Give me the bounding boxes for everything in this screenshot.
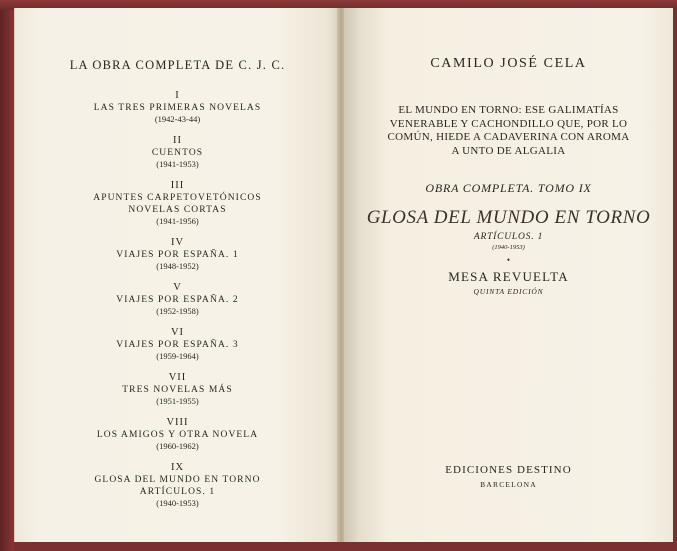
volume-entry [15, 371, 340, 407]
epigraph-line: A UNTO DE ALGALIA [451, 144, 566, 157]
epigraph [344, 104, 673, 158]
volume-entry [15, 416, 340, 452]
volume-years: (1940-1953) [156, 498, 199, 508]
volume-number: IV [170, 237, 185, 248]
book-title: GLOSA DEL MUNDO EN TORNO [366, 207, 651, 228]
volume-number: VII [168, 372, 187, 383]
book-years: (1940-1953) [492, 244, 525, 251]
volume-title: ARTÍCULOS. 1 [139, 487, 216, 497]
volume-title: NOVELAS CORTAS [128, 205, 227, 215]
volume-number: VIII [166, 417, 189, 428]
volume-entry [15, 236, 340, 272]
volume-designation: OBRA COMPLETA. TOMO IX [425, 181, 592, 195]
epigraph-line: VENERABLE Y CACHONDILLO QUE, POR LO [389, 117, 628, 130]
title-page-block [344, 56, 673, 296]
volume-title: GLOSA DEL MUNDO EN TORNO [94, 475, 261, 485]
volume-title: VIAJES POR ESPAÑA. 2 [116, 295, 239, 305]
edition-label: QUINTA EDICIÓN [473, 287, 544, 296]
volume-years: (1948-1952) [156, 261, 199, 271]
volume-years: (1951-1955) [156, 396, 199, 406]
volume-number: VI [170, 327, 185, 338]
volume-title: APUNTES CARPETOVETÓNICOS [93, 193, 262, 203]
complete-works-list [15, 58, 340, 518]
volume-title: LOS AMIGOS Y OTRA NOVELA [96, 430, 259, 440]
volume-title: VIAJES POR ESPAÑA. 1 [116, 250, 239, 260]
volume-list [15, 89, 340, 509]
author-name: CAMILO JOSÉ CELA [430, 56, 587, 71]
volume-years: (1952-1958) [156, 306, 199, 316]
right-page [344, 8, 673, 542]
volume-number: III [170, 180, 185, 191]
volume-entry [15, 326, 340, 362]
epigraph-line: COMÚN, HIEDE A CADAVERINA CON AROMA [387, 131, 630, 143]
complete-works-heading: LA OBRA COMPLETA DE C. J. C. [69, 58, 286, 72]
volume-years: (1959-1964) [156, 351, 199, 361]
volume-number: V [173, 282, 182, 293]
volume-title: TRES NOVELAS MÁS [122, 385, 233, 395]
volume-entry [15, 134, 340, 170]
volume-years: (1942-43-44) [154, 114, 201, 124]
separator-bullet: • [506, 255, 511, 265]
volume-number: I [175, 90, 180, 101]
volume-entry [15, 461, 340, 509]
volume-entry [15, 179, 340, 227]
volume-title: LAS TRES PRIMERAS NOVELAS [93, 103, 262, 113]
second-title: MESA REVUELTA [448, 269, 569, 284]
volume-years: (1960-1962) [156, 441, 199, 451]
volume-number: II [173, 135, 182, 146]
volume-title: CUENTOS [151, 148, 204, 158]
book-subtitle: ARTÍCULOS. 1 [473, 232, 544, 242]
volume-years: (1941-1956) [156, 216, 199, 226]
publisher-block [344, 464, 673, 489]
volume-entry [15, 281, 340, 317]
book-cover-edge [0, 0, 14, 551]
publisher-name: EDICIONES DESTINO [445, 464, 572, 476]
volume-title: VIAJES POR ESPAÑA. 3 [116, 340, 239, 350]
volume-years: (1941-1953) [156, 159, 199, 169]
volume-entry [15, 89, 340, 125]
epigraph-line: EL MUNDO EN TORNO: ESE GALIMATÍAS [398, 104, 619, 116]
volume-number: IX [170, 462, 185, 473]
left-page [14, 8, 340, 542]
publisher-city: BARCELONA [480, 480, 537, 489]
